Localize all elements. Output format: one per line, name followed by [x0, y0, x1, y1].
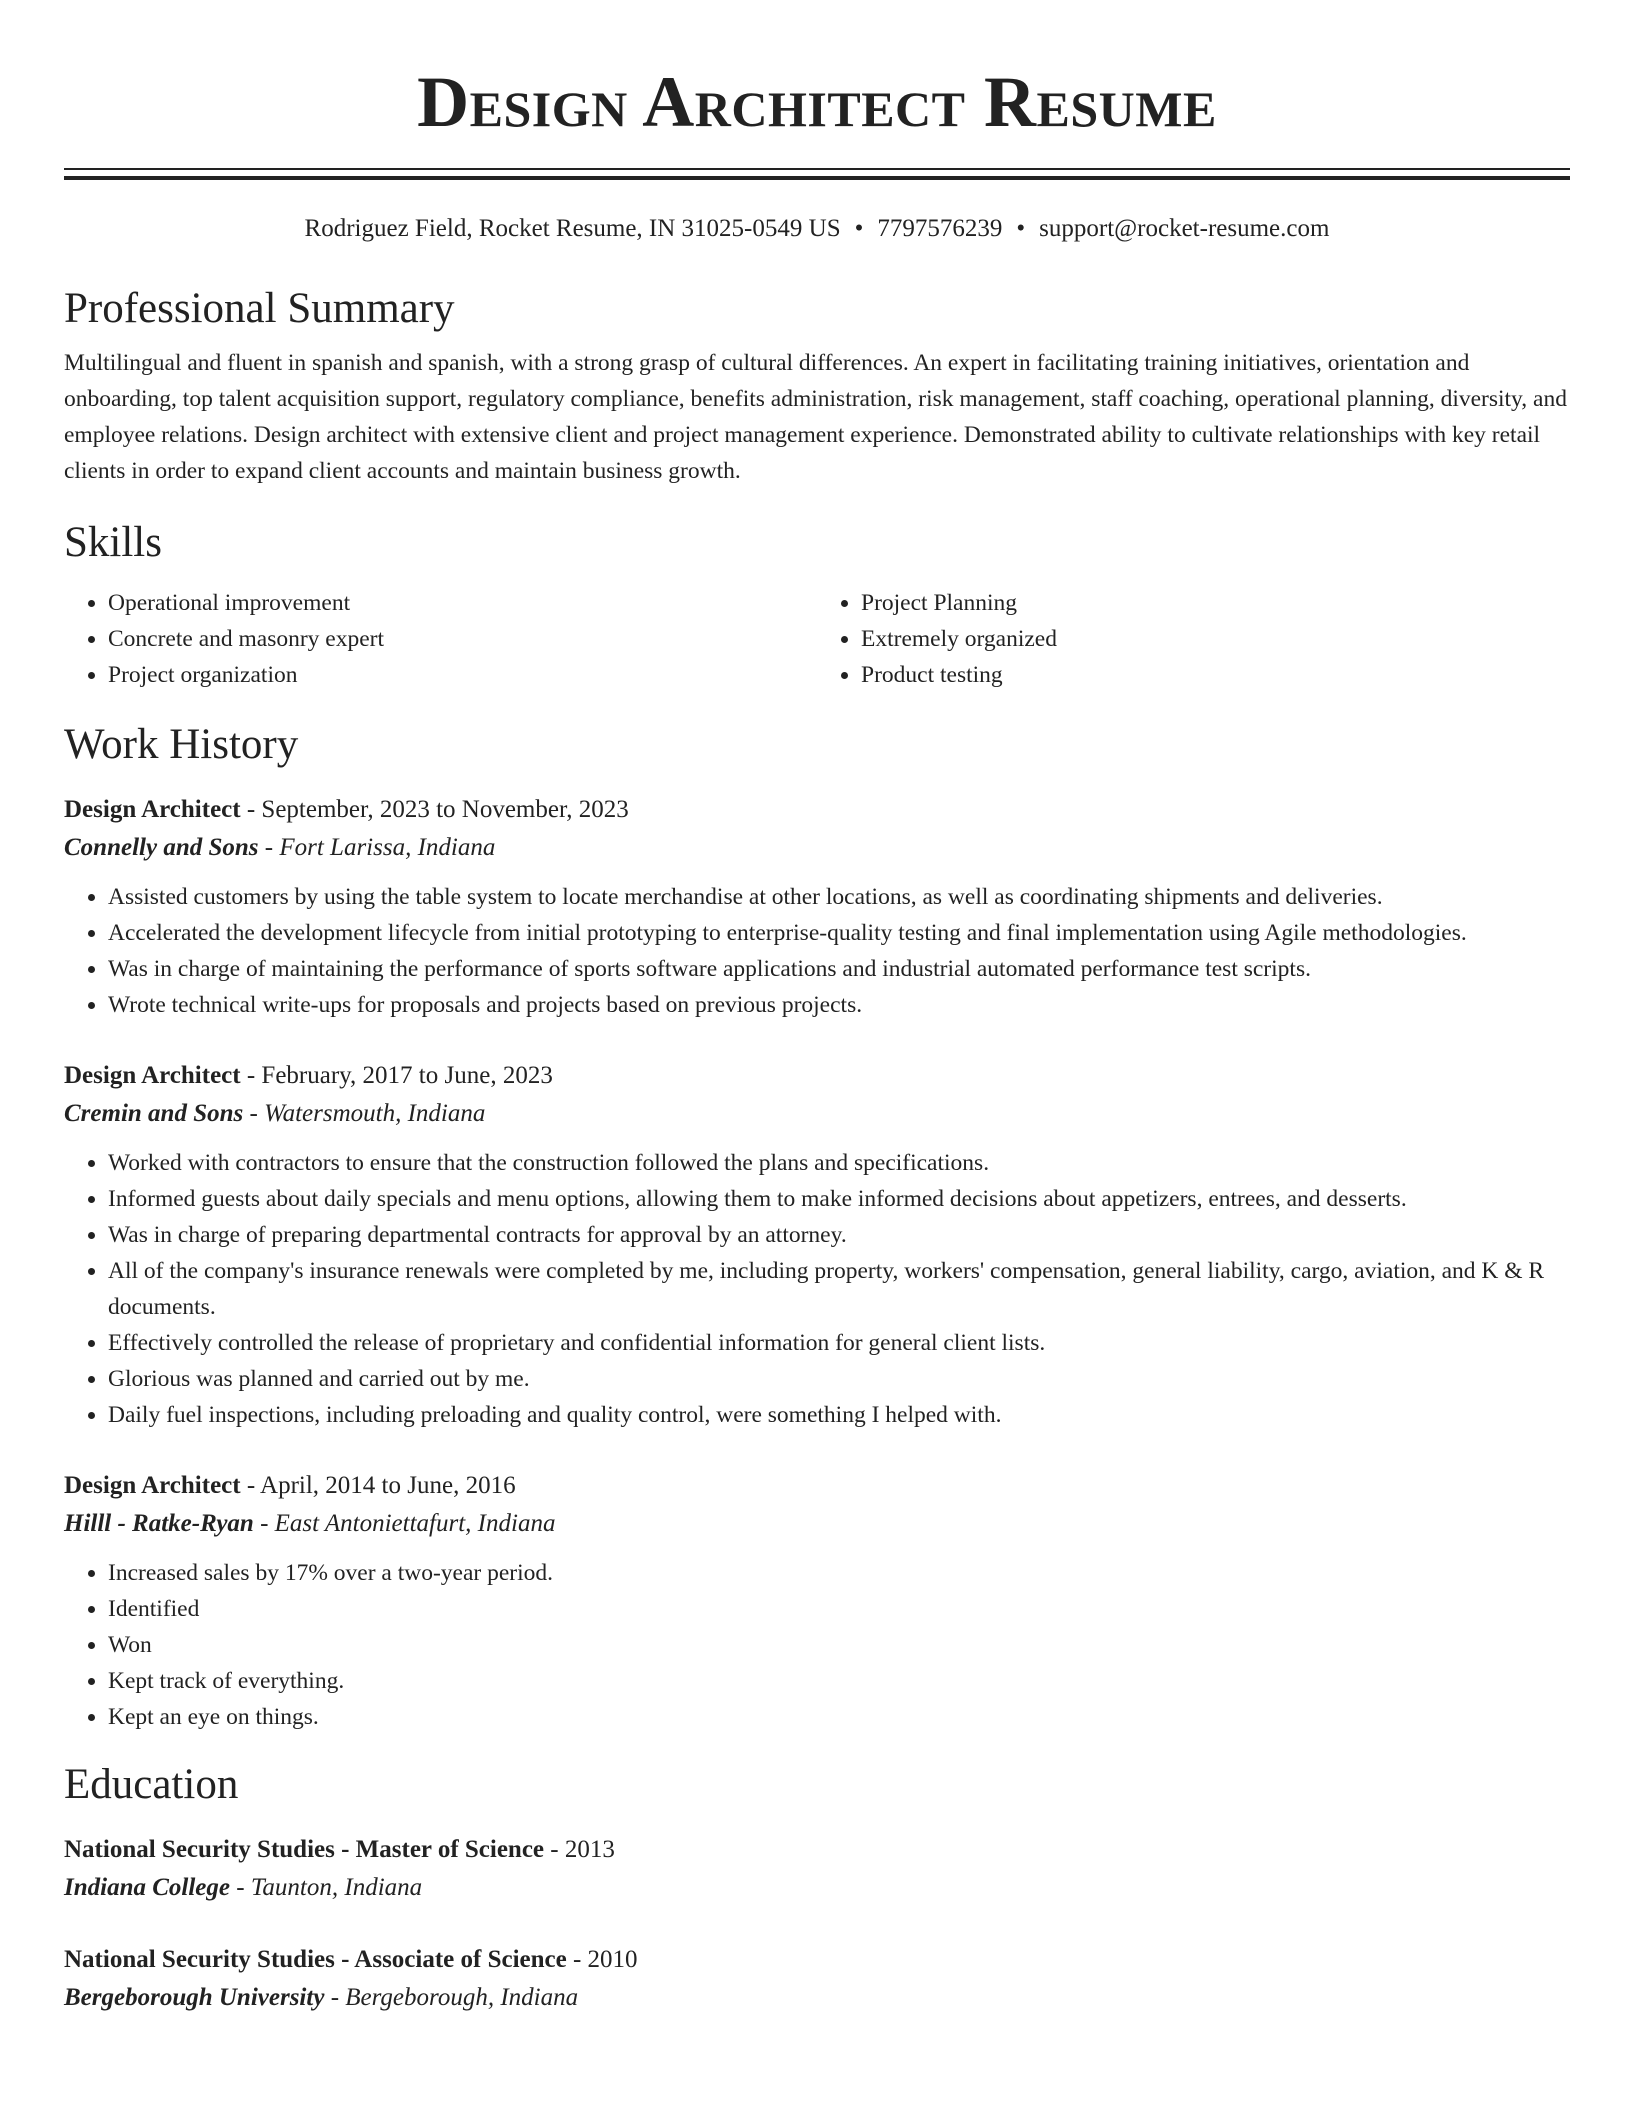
job-bullet: • Won: [108, 1627, 1570, 1663]
skills-column-left: [64, 585, 817, 693]
contact-separator: •: [854, 215, 864, 242]
job-bullets: [64, 1145, 1570, 1433]
resume-page: [64, 0, 1570, 2017]
job-dates: - September, 2023 to November, 2023: [240, 796, 629, 823]
job-entry: [64, 1467, 1570, 1735]
job-bullet: • Wrote technical write-ups for proposals and projects based on previous projects.: [108, 987, 1570, 1023]
education-heading: Education: [64, 1761, 239, 1808]
job-bullet: • Was in charge of maintaining the performance of sports software applications and industrial automated performance test scripts.: [108, 951, 1570, 987]
job-bullets: [64, 879, 1570, 1023]
work-history-heading: Work History: [64, 721, 299, 768]
graduation-year: - 2010: [566, 1946, 638, 1973]
job-bullet: • Was in charge of preparing departmental contracts for approval by an attorney.: [108, 1217, 1570, 1253]
skills-heading: Skills: [64, 519, 162, 566]
skill-item: • Concrete and masonry expert: [108, 621, 817, 657]
job-bullet: • Accelerated the development lifecycle from initial prototyping to enterprise-quality testing and final implementation using Agile methodologies.: [108, 915, 1570, 951]
employer-name: Hilll - Ratke-Ryan: [64, 1510, 254, 1537]
job-entry: [64, 1057, 1570, 1433]
contact-address: Rodriguez Field, Rocket Resume, IN 31025-0549 US: [304, 215, 841, 242]
employer-location: - Fort Larissa, Indiana: [258, 834, 496, 861]
job-bullet: • Daily fuel inspections, including preloading and quality control, were something I helped with.: [108, 1397, 1570, 1433]
job-header: [64, 791, 1570, 829]
summary-heading: Professional Summary: [64, 285, 455, 332]
degree-line: [64, 1941, 1570, 1979]
job-header: [64, 1057, 1570, 1095]
skill-item: • Extremely organized: [861, 621, 1570, 657]
education-entry: [64, 1941, 1570, 2017]
degree-name: National Security Studies - Master of Science: [64, 1836, 545, 1863]
contact-line: [64, 213, 1570, 245]
job-bullet: • Informed guests about daily specials and menu options, allowing them to make informed decisions about appetizers, entrees, and desserts.: [108, 1181, 1570, 1217]
job-bullet: • Increased sales by 17% over a two-year period.: [108, 1555, 1570, 1591]
job-title: Design Architect: [64, 796, 241, 823]
education-entry: [64, 1831, 1570, 1907]
skills-list: [64, 585, 1570, 693]
title-divider-bottom: [64, 176, 1570, 180]
skill-item: • Project organization: [108, 657, 817, 693]
employer-location: - East Antoniettafurt, Indiana: [253, 1510, 556, 1537]
page-title: Design Architect Resume: [417, 62, 1217, 142]
employer-name: Cremin and Sons: [64, 1100, 244, 1127]
school-location: - Taunton, Indiana: [230, 1874, 423, 1901]
job-bullet: • Worked with contractors to ensure that the construction followed the plans and specifications.: [108, 1145, 1570, 1181]
job-bullet: • All of the company's insurance renewals were completed by me, including property, workers' compensation, general liability, cargo, aviation, and K & R documents.: [108, 1253, 1570, 1325]
contact-phone: 7797576239: [877, 215, 1003, 242]
job-bullet: • Glorious was planned and carried out by me.: [108, 1361, 1570, 1397]
job-bullet: • Assisted customers by using the table system to locate merchandise at other locations, as well as coordinating shipments and deliveries.: [108, 879, 1570, 915]
job-dates: - April, 2014 to June, 2016: [240, 1472, 516, 1499]
job-bullets: [64, 1555, 1570, 1735]
skill-item: • Project Planning: [861, 585, 1570, 621]
school-name: Indiana College: [64, 1874, 230, 1901]
job-header: [64, 1467, 1570, 1505]
employer-name: Connelly and Sons: [64, 834, 259, 861]
skill-item: • Operational improvement: [108, 585, 817, 621]
job-entry: [64, 791, 1570, 1023]
job-bullet: • Kept an eye on things.: [108, 1699, 1570, 1735]
skill-item: • Product testing: [861, 657, 1570, 693]
employer-line: [64, 1505, 1570, 1543]
school-line: [64, 1979, 1570, 2017]
employer-location: - Watersmouth, Indiana: [243, 1100, 486, 1127]
job-bullet: • Identified: [108, 1591, 1570, 1627]
employer-line: [64, 829, 1570, 867]
school-name: Bergeborough University: [64, 1984, 325, 2011]
contact-email: support@rocket-resume.com: [1039, 215, 1330, 242]
degree-name: National Security Studies - Associate of Science: [64, 1946, 567, 1973]
degree-line: [64, 1831, 1570, 1869]
school-line: [64, 1869, 1570, 1907]
job-title: Design Architect: [64, 1472, 241, 1499]
summary-text: Multilingual and fluent in spanish and spanish, with a strong grasp of cultural differences. An expert in facilitating training initiatives, orientation and onboarding, top talent acquisition support, regulatory compliance, benefits administration, risk management, staff coaching, operational planning, diversity, and employee relations. Design architect with extensive client and project management experience. Demonstrated ability to cultivate relationships with key retail clients in order to expand client accounts and maintain business growth.: [64, 350, 1567, 484]
job-dates: - February, 2017 to June, 2023: [240, 1062, 553, 1089]
job-bullet: • Kept track of everything.: [108, 1663, 1570, 1699]
job-bullet: • Effectively controlled the release of proprietary and confidential information for general client lists.: [108, 1325, 1570, 1361]
contact-separator: •: [1016, 215, 1026, 242]
graduation-year: - 2013: [544, 1836, 615, 1863]
job-title: Design Architect: [64, 1062, 241, 1089]
school-location: - Bergeborough, Indiana: [324, 1984, 579, 2011]
title-divider-top: [64, 168, 1570, 170]
employer-line: [64, 1095, 1570, 1133]
skills-column-right: [817, 585, 1570, 693]
